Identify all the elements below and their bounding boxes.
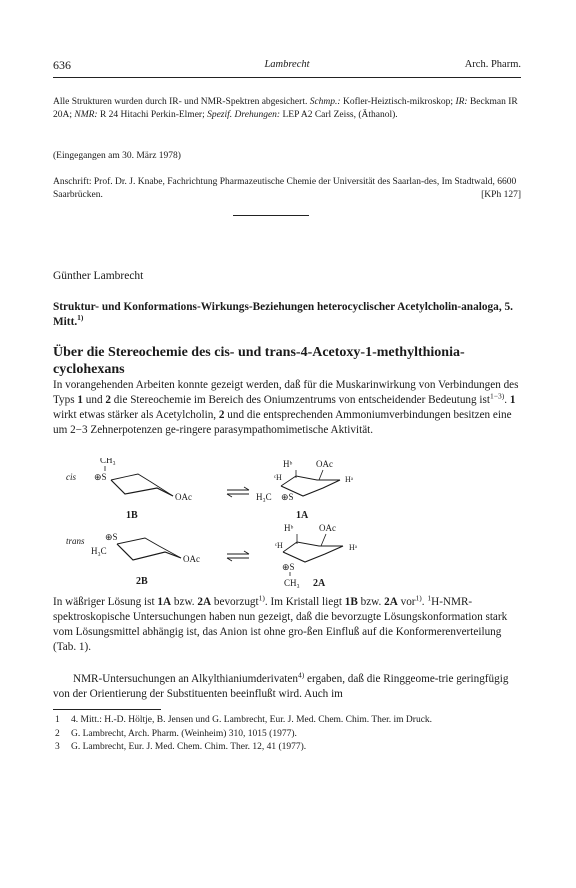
ring-1b-back [111, 474, 173, 496]
ring-1b-front [111, 480, 173, 496]
p3-text: ergaben, daß die Ringgeome-trie geringfügig von der Orientierung der Substituenten beeinflußt wird. Auch im [53, 673, 509, 700]
p2-footnote-mark: 1) [258, 593, 265, 603]
author-name: Günther Lambrecht [53, 270, 144, 282]
cis-label: cis [66, 472, 76, 482]
ch3-1b: CH₃ [100, 458, 116, 465]
ha-2a: Hᵃ [349, 543, 357, 552]
footnote-number: 2 [55, 728, 60, 739]
p1-compound: 1 [509, 394, 516, 406]
p2-compound: 1B [344, 596, 358, 608]
p2-text: . [421, 596, 428, 608]
p2-compound: 2A [384, 596, 398, 608]
ring-2a-front [283, 546, 343, 562]
article-title: Über die Stereochemie des cis- und trans-4-Acetoxy-1-methylthionia-cyclohexans [53, 345, 465, 377]
oac-2b: OAc [183, 554, 200, 564]
hb-2a: Hᵇ [284, 523, 294, 533]
subtitle-footnote-mark: 1) [77, 313, 84, 323]
p1-compound: 1 [77, 394, 83, 406]
h3c-1a: H₃C [256, 492, 272, 502]
note-rot-text: LEP A2 Carl Zeiss, (Äthanol). [280, 110, 398, 120]
oac-1b: OAc [175, 492, 192, 502]
section-divider [233, 215, 309, 216]
paragraph-3 [53, 672, 521, 702]
footnote [53, 728, 521, 742]
p2-text: . Im Kristall liegt [264, 596, 345, 608]
footnote [53, 741, 521, 755]
p1-text: und die entsprechenden Ammoniumverbindungen besitzen eine um 2−3 Zehnerpotenzen ge-ringere parasympathomimetische Aktivität. [53, 409, 512, 436]
label-1a: 1A [296, 510, 309, 521]
note-schmp-label: Schmp.: [309, 97, 341, 107]
ring-2b-front [117, 544, 181, 560]
footnote-number: 1 [55, 715, 60, 725]
footnote-text: 4. Mitt.: H.-D. Höltje, B. Jensen und G. Lambrecht, Eur. J. Med. Chem. Chim. Ther. im Druck. [71, 715, 433, 725]
p1-text: In vorangehenden Arbeiten konnte gezeigt werden, daß für die Muskarinwirkung von Verbindungen des Typs [53, 379, 519, 406]
note-nmr-text: R 24 Hitachi Perkin-Elmer; [97, 110, 208, 120]
footnotes [53, 714, 521, 755]
p1-compound: 2 [105, 394, 111, 406]
label-1b: 1B [126, 510, 138, 521]
p2-text: In wäßriger Lösung ist [53, 596, 158, 608]
ha-1a: Hᵃ [345, 475, 353, 484]
footnote-rule [53, 709, 161, 710]
article-subtitle [53, 300, 521, 330]
paragraph-1 [53, 378, 521, 438]
received-date: (Eingegangen am 30. März 1978) [53, 151, 181, 161]
p2-text: H-NMR-spektroskopische Untersuchungen haben nun gezeigt, daß die bevorzugte Lösungskonformation stark vom Lösungsmittel abhängig ist, das Anion ist ohne gro-ßen Einfluß auf die Konformerenverteilung (Tab. 1). [53, 596, 508, 653]
oac-1a: OAc [316, 459, 333, 469]
p2-text: bzw. [357, 596, 385, 608]
hb-1a: Hᵇ [283, 459, 293, 469]
note-schmp-text: Kofler-Heiztisch-mikroskop; [340, 97, 456, 107]
s-plus-1b: ⊕S [94, 472, 107, 482]
experimental-note [53, 96, 521, 122]
oac-2a: OAc [319, 523, 336, 533]
footnote-text: G. Lambrecht, Arch. Pharm. (Weinheim) 310, 1015 (1977). [71, 728, 297, 739]
p1-text: die Stereochemie im Bereich des Oniumzentrums von entscheidender Bedeutung ist [110, 394, 490, 406]
note-ir-label: IR: [455, 97, 468, 107]
p1-compound: 2 [218, 409, 225, 421]
trans-label: trans [66, 536, 85, 546]
p2-text: vor [397, 596, 416, 608]
p2-text: bevorzugt [211, 596, 259, 608]
address-text: Anschrift: Prof. Dr. J. Knabe, Fachrichtung Pharmazeutische Chemie der Universität des Saarlan-des, Im Stadtwald, 6600 Saarbrücken. [53, 177, 517, 200]
p3-footnote-mark: 4) [297, 670, 305, 680]
p2-compound: 1A [157, 596, 172, 608]
address-block [53, 176, 521, 202]
footnote [53, 714, 521, 728]
label-2b: 2B [136, 576, 148, 587]
ch3-2a: CH₃ [284, 578, 300, 588]
h3c-2b: H₃C [91, 546, 107, 556]
running-author: Lambrecht [264, 59, 310, 70]
subtitle-text: Struktur- und Konformations-Wirkungs-Beziehungen heterocyclischer Acetylcholin-analoga, 5. Mitt. [53, 301, 513, 328]
hc-1a: ᶜH [274, 473, 282, 482]
header-rule [53, 77, 521, 78]
hc-2a: ᶜH [275, 541, 283, 550]
reference-code: [KPh 127] [481, 190, 521, 200]
note-rot-label: Spezif. Drehungen: [207, 110, 281, 120]
note-lead: Alle Strukturen wurden durch IR- und NMR-Spektren abgesichert. [53, 97, 310, 107]
conformation-scheme [53, 458, 521, 588]
footnote-text: G. Lambrecht, Eur. J. Med. Chem. Chim. Ther. 12, 41 (1977). [71, 742, 307, 752]
p1-footnote-mark: 1−3) [489, 391, 505, 401]
p2-isotope-mark: 1 [427, 593, 432, 603]
p2-footnote-mark: 1) [415, 593, 422, 603]
s-plus-1a: ⊕S [281, 492, 294, 502]
label-2a: 2A [313, 578, 326, 588]
p2-text: bzw. [171, 596, 198, 608]
p2-compound: 2A [197, 596, 212, 608]
note-ir-text: Beckman IR 20A; [53, 97, 518, 120]
s-plus-2a: ⊕S [282, 562, 295, 572]
p1-text: und [82, 394, 106, 406]
s-plus-2b: ⊕S [105, 532, 118, 542]
paragraph-2 [53, 595, 521, 655]
p1-text: . [504, 394, 510, 406]
footnote-number: 3 [55, 742, 60, 752]
note-nmr-label: NMR: [74, 110, 98, 120]
page-number: 636 [53, 58, 71, 72]
p1-text: wirkt etwas stärker als Acetylcholin, [53, 409, 219, 421]
p3-text: NMR-Untersuchungen an Alkylthianiumderivaten [73, 673, 298, 685]
running-journal: Arch. Pharm. [464, 59, 521, 70]
